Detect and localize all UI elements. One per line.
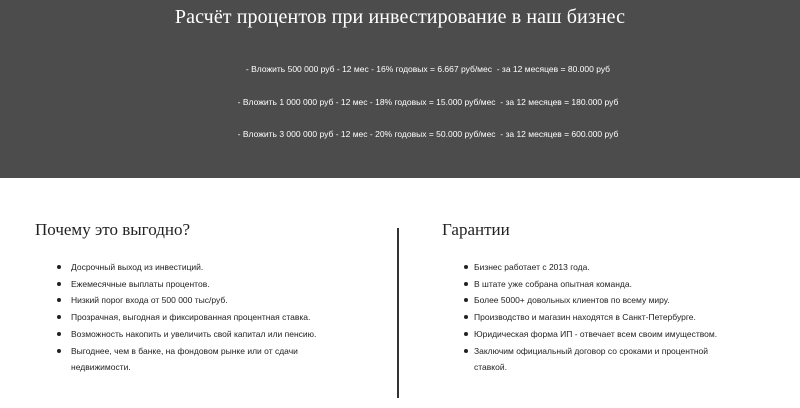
list-item: Юридическая форма ИП - отвечает всем своим имуществом.: [442, 326, 772, 343]
bullet-icon: [464, 349, 468, 353]
list-item: Низкий порог входа от 500 000 тыс/руб.: [35, 292, 365, 309]
guarantees-section: [442, 218, 772, 376]
column-divider: [397, 228, 399, 398]
benefits-section: [35, 218, 365, 376]
bullet-icon: [57, 332, 61, 336]
list-item: Выгоднее, чем в банке, на фондовом рынке или от сдачи недвижимости.: [35, 343, 365, 376]
bullet-icon: [464, 298, 468, 302]
guarantees-title: Гарантии: [442, 220, 510, 239]
bullet-icon: [57, 265, 61, 269]
bullet-icon: [464, 315, 468, 319]
list-item: Заключим официальный договор со сроками и процентной ставкой.: [442, 343, 772, 376]
guarantees-list: [442, 259, 772, 376]
list-item: Прозрачная, выгодная и фиксированная процентная ставка.: [35, 309, 365, 326]
list-item: Досрочный выход из инвестиций.: [35, 259, 365, 276]
list-item: Бизнес работает с 2013 года.: [442, 259, 772, 276]
benefits-list: [35, 259, 365, 376]
bullet-icon: [464, 282, 468, 286]
bullet-icon: [57, 315, 61, 319]
bullet-icon: [57, 349, 61, 353]
investment-calc-banner: [0, 0, 800, 178]
bullet-icon: [464, 265, 468, 269]
list-item: Возможность накопить и увеличить свой капитал или пенсию.: [35, 326, 365, 343]
calc-line: - Вложить 3 000 000 руб - 12 мес - 20% годовых = 50.000 руб/мес - за 12 месяцев = 600.000 руб: [237, 129, 619, 139]
calc-line: - Вложить 500 000 руб - 12 мес - 16% годовых = 6.667 руб/мес - за 12 месяцев = 80.000 руб: [245, 64, 611, 74]
calc-line: - Вложить 1 000 000 руб - 12 мес - 18% годовых = 15.000 руб/мес - за 12 месяцев = 180.000 руб: [237, 97, 619, 107]
benefits-title: Почему это выгодно?: [35, 220, 190, 239]
banner-title: Расчёт процентов при инвестирование в наш бизнес: [174, 6, 626, 28]
bullet-icon: [464, 332, 468, 336]
bullet-icon: [57, 282, 61, 286]
list-item: В штате уже собрана опытная команда.: [442, 276, 772, 293]
list-item: Более 5000+ довольных клиентов по всему миру.: [442, 292, 772, 309]
bullet-icon: [57, 298, 61, 302]
list-item: Производство и магазин находятся в Санкт-Петербурге.: [442, 309, 772, 326]
list-item: Ежемесячные выплаты процентов.: [35, 276, 365, 293]
